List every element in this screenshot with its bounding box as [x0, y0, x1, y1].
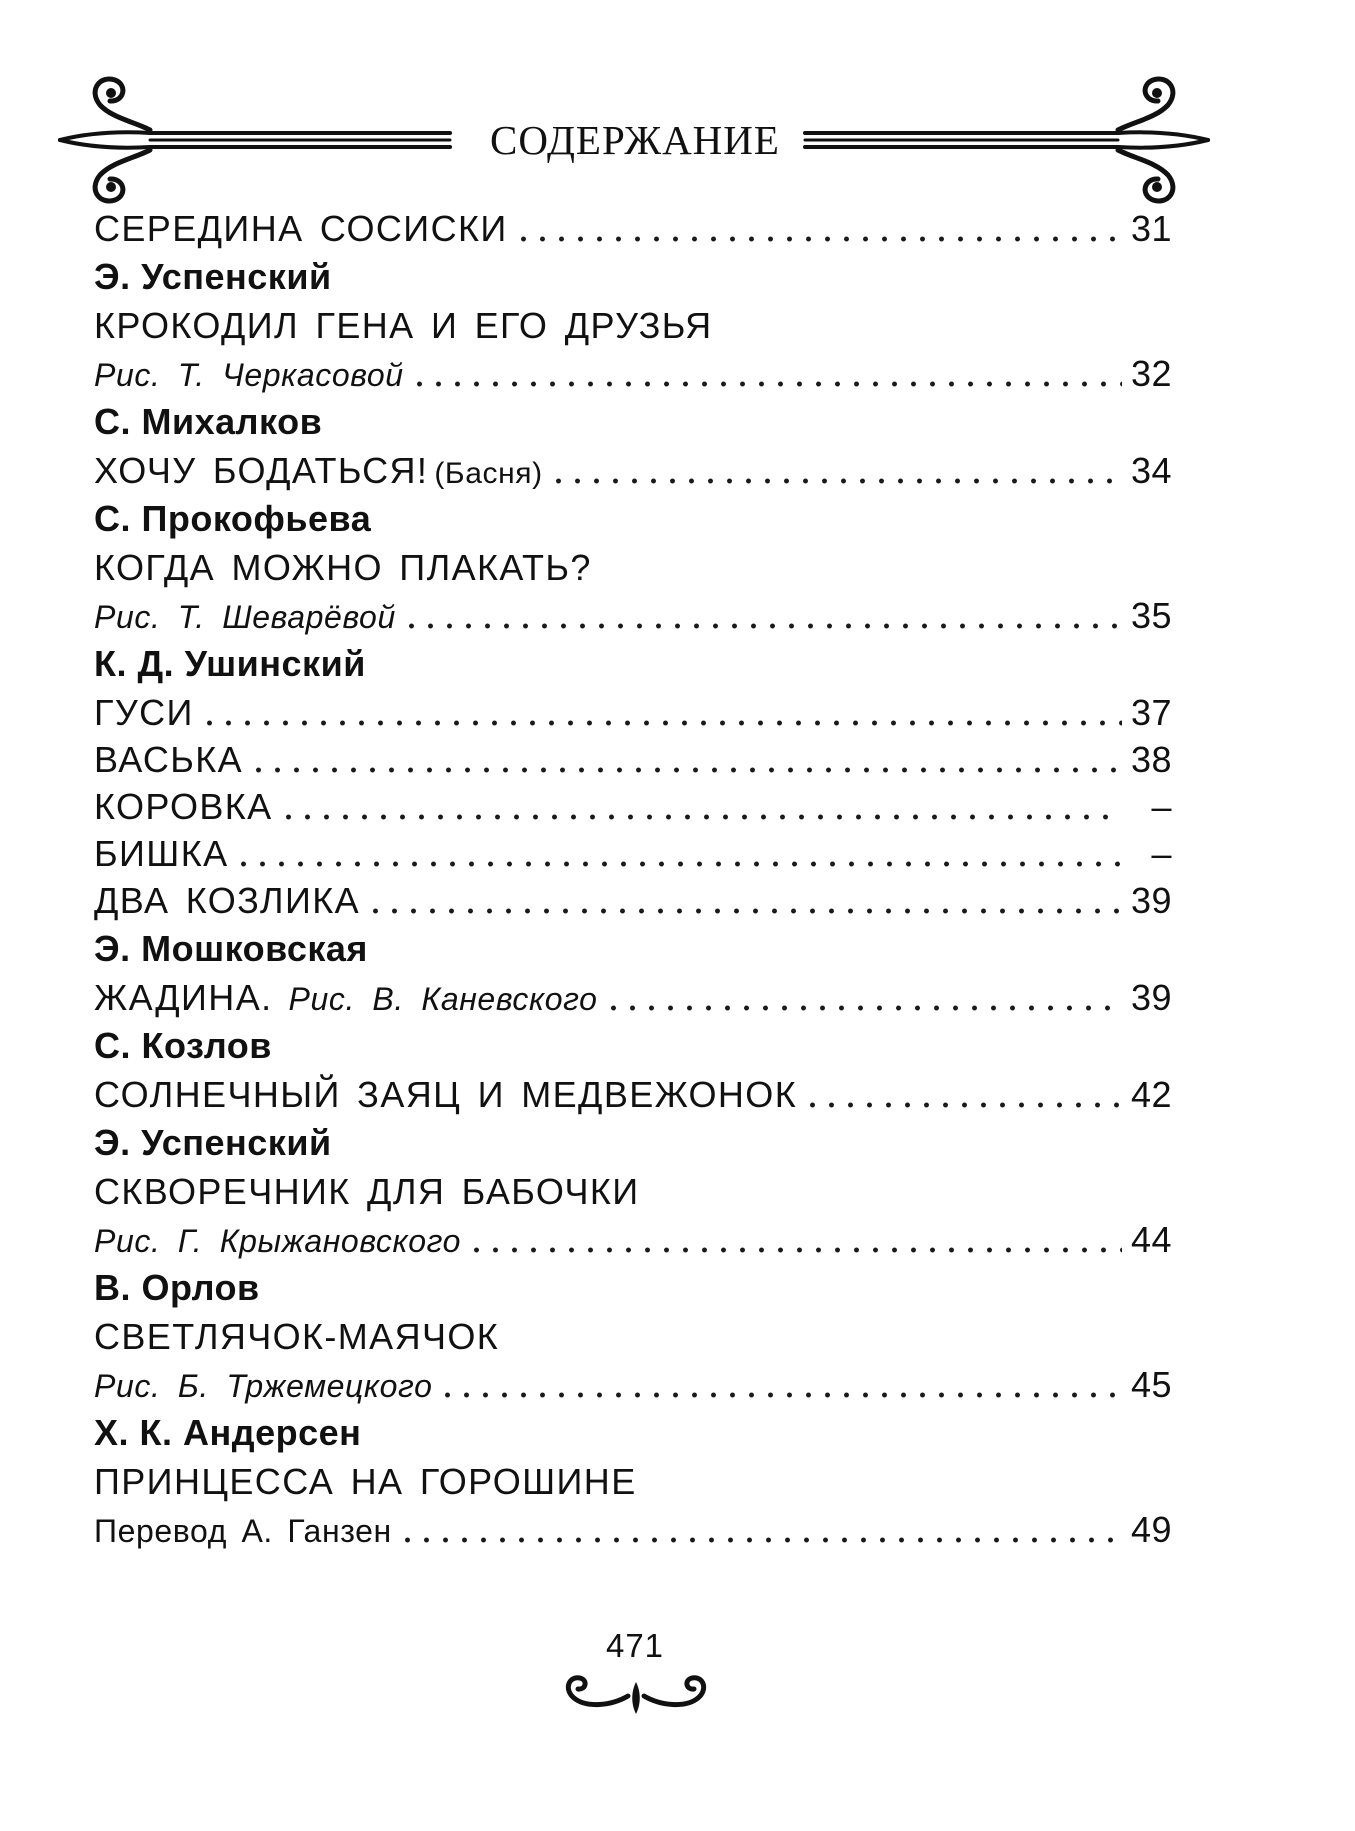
dot-leader — [410, 358, 1122, 388]
dot-leader — [438, 1369, 1122, 1399]
dot-leader — [549, 455, 1122, 485]
author-name: Э. Мошковская — [94, 928, 368, 969]
entry-title — [94, 447, 543, 497]
page-ref: 34 — [1130, 450, 1172, 491]
illustrator-credit — [94, 352, 404, 399]
toc-entry — [94, 350, 1172, 397]
page-header — [0, 0, 1355, 210]
entry-label-text: Рис. Т. Черкасовой — [94, 357, 404, 393]
header-left-flourish-icon — [95, 79, 150, 201]
page-ref: – — [1151, 833, 1172, 874]
dot-leader — [398, 1514, 1122, 1544]
illustrator-credit — [94, 594, 396, 641]
toc-entry — [94, 1071, 1172, 1118]
genre-note: (Басня) — [434, 457, 543, 490]
entry-title — [94, 783, 273, 830]
entry-label-text: БИШКА — [94, 833, 229, 874]
dot-leader — [803, 1079, 1122, 1109]
illustrator-credit — [94, 1363, 432, 1410]
toc-entry — [94, 974, 1172, 1021]
illustrator-credit — [94, 1218, 461, 1265]
footer-flourish-icon — [556, 1660, 716, 1720]
illustrator-credit: Рис. В. Каневского — [288, 981, 598, 1017]
dot-leader — [234, 838, 1122, 868]
page-title: СОДЕРЖАНИЕ — [490, 117, 780, 163]
entry-label-text: Рис. Г. Крыжановского — [94, 1223, 462, 1259]
author-name: Х. К. Андерсен — [94, 1412, 362, 1453]
entry-label-text: Рис. Т. Шеварёвой — [94, 599, 396, 635]
header-ornament-rules — [0, 0, 1355, 210]
entry-label-text: ДВА КОЗЛИКА — [94, 880, 361, 921]
entry-label-text: ЖАДИНА. — [94, 977, 273, 1018]
page-ref: 35 — [1130, 595, 1172, 636]
page-ref: 38 — [1130, 739, 1172, 780]
page-ref: 49 — [1130, 1509, 1172, 1550]
page-ref: 39 — [1130, 977, 1172, 1018]
toc-entry — [94, 877, 1172, 924]
toc-entry — [94, 592, 1172, 639]
work-title: СКВОРЕЧНИК ДЛЯ БАБОЧКИ — [94, 1171, 640, 1212]
header-left-rule — [60, 132, 450, 147]
toc-entry — [94, 783, 1172, 830]
page-ref: 37 — [1130, 692, 1172, 733]
page-ref: 42 — [1130, 1074, 1172, 1115]
header-right-rule — [805, 132, 1208, 147]
page-ref: 45 — [1130, 1364, 1172, 1405]
page-ref: 44 — [1130, 1219, 1172, 1260]
dot-leader — [279, 791, 1122, 821]
author-name: С. Козлов — [94, 1025, 272, 1066]
entry-label-text: Рис. Б. Тржемецкого — [94, 1368, 433, 1404]
entry-title — [94, 736, 243, 783]
entry-label-text: СЕРЕДИНА СОСИСКИ — [94, 208, 508, 249]
work-title: КРОКОДИЛ ГЕНА И ЕГО ДРУЗЬЯ — [94, 305, 713, 346]
dot-leader — [402, 600, 1122, 630]
dot-leader — [467, 1224, 1122, 1254]
table-of-contents — [94, 205, 1172, 1553]
author-name: В. Орлов — [94, 1267, 260, 1308]
entry-title — [94, 689, 194, 736]
entry-label-text: ВАСЬКА — [94, 739, 244, 780]
author-name: С. Прокофьева — [94, 498, 372, 539]
work-title: СВЕТЛЯЧОК-МАЯЧОК — [94, 1316, 500, 1357]
entry-title — [94, 830, 228, 877]
page-ref: 39 — [1130, 880, 1172, 921]
dot-leader — [604, 982, 1122, 1012]
author-name: К. Д. Ушинский — [94, 643, 366, 684]
page-number: 471 — [605, 1627, 665, 1664]
author-name: Э. Успенский — [94, 256, 332, 297]
entry-title — [94, 974, 598, 1023]
toc-entry — [94, 736, 1172, 783]
entry-title — [94, 1071, 797, 1118]
entry-title — [94, 877, 360, 924]
toc-entry — [94, 1361, 1172, 1408]
toc-entry — [94, 689, 1172, 736]
dot-leader — [514, 213, 1122, 243]
entry-label-text: Перевод А. Ганзен — [94, 1513, 392, 1549]
dot-leader — [200, 697, 1122, 727]
entry-title — [94, 205, 508, 252]
author-name: С. Михалков — [94, 401, 323, 442]
work-title: ПРИНЦЕССА НА ГОРОШИНЕ — [94, 1461, 637, 1502]
header-right-flourish-icon — [1118, 79, 1173, 201]
translator-credit — [94, 1508, 392, 1555]
toc-entry — [94, 830, 1172, 877]
toc-entry — [94, 447, 1172, 494]
toc-entry — [94, 1506, 1172, 1553]
dot-leader — [366, 885, 1122, 915]
author-name: Э. Успенский — [94, 1122, 332, 1163]
page-ref: – — [1151, 786, 1172, 827]
entry-label-text: ХОЧУ БОДАТЬСЯ! — [94, 450, 429, 491]
dot-leader — [249, 744, 1122, 774]
entry-label-text: СОЛНЕЧНЫЙ ЗАЯЦ И МЕДВЕЖОНОК — [94, 1074, 798, 1115]
toc-entry — [94, 1216, 1172, 1263]
page-ref: 32 — [1130, 353, 1172, 394]
toc-entry — [94, 205, 1172, 252]
entry-label-text: ГУСИ — [94, 692, 194, 733]
page-ref: 31 — [1130, 208, 1172, 249]
work-title: КОГДА МОЖНО ПЛАКАТЬ? — [94, 547, 592, 588]
entry-label-text: КОРОВКА — [94, 786, 273, 827]
